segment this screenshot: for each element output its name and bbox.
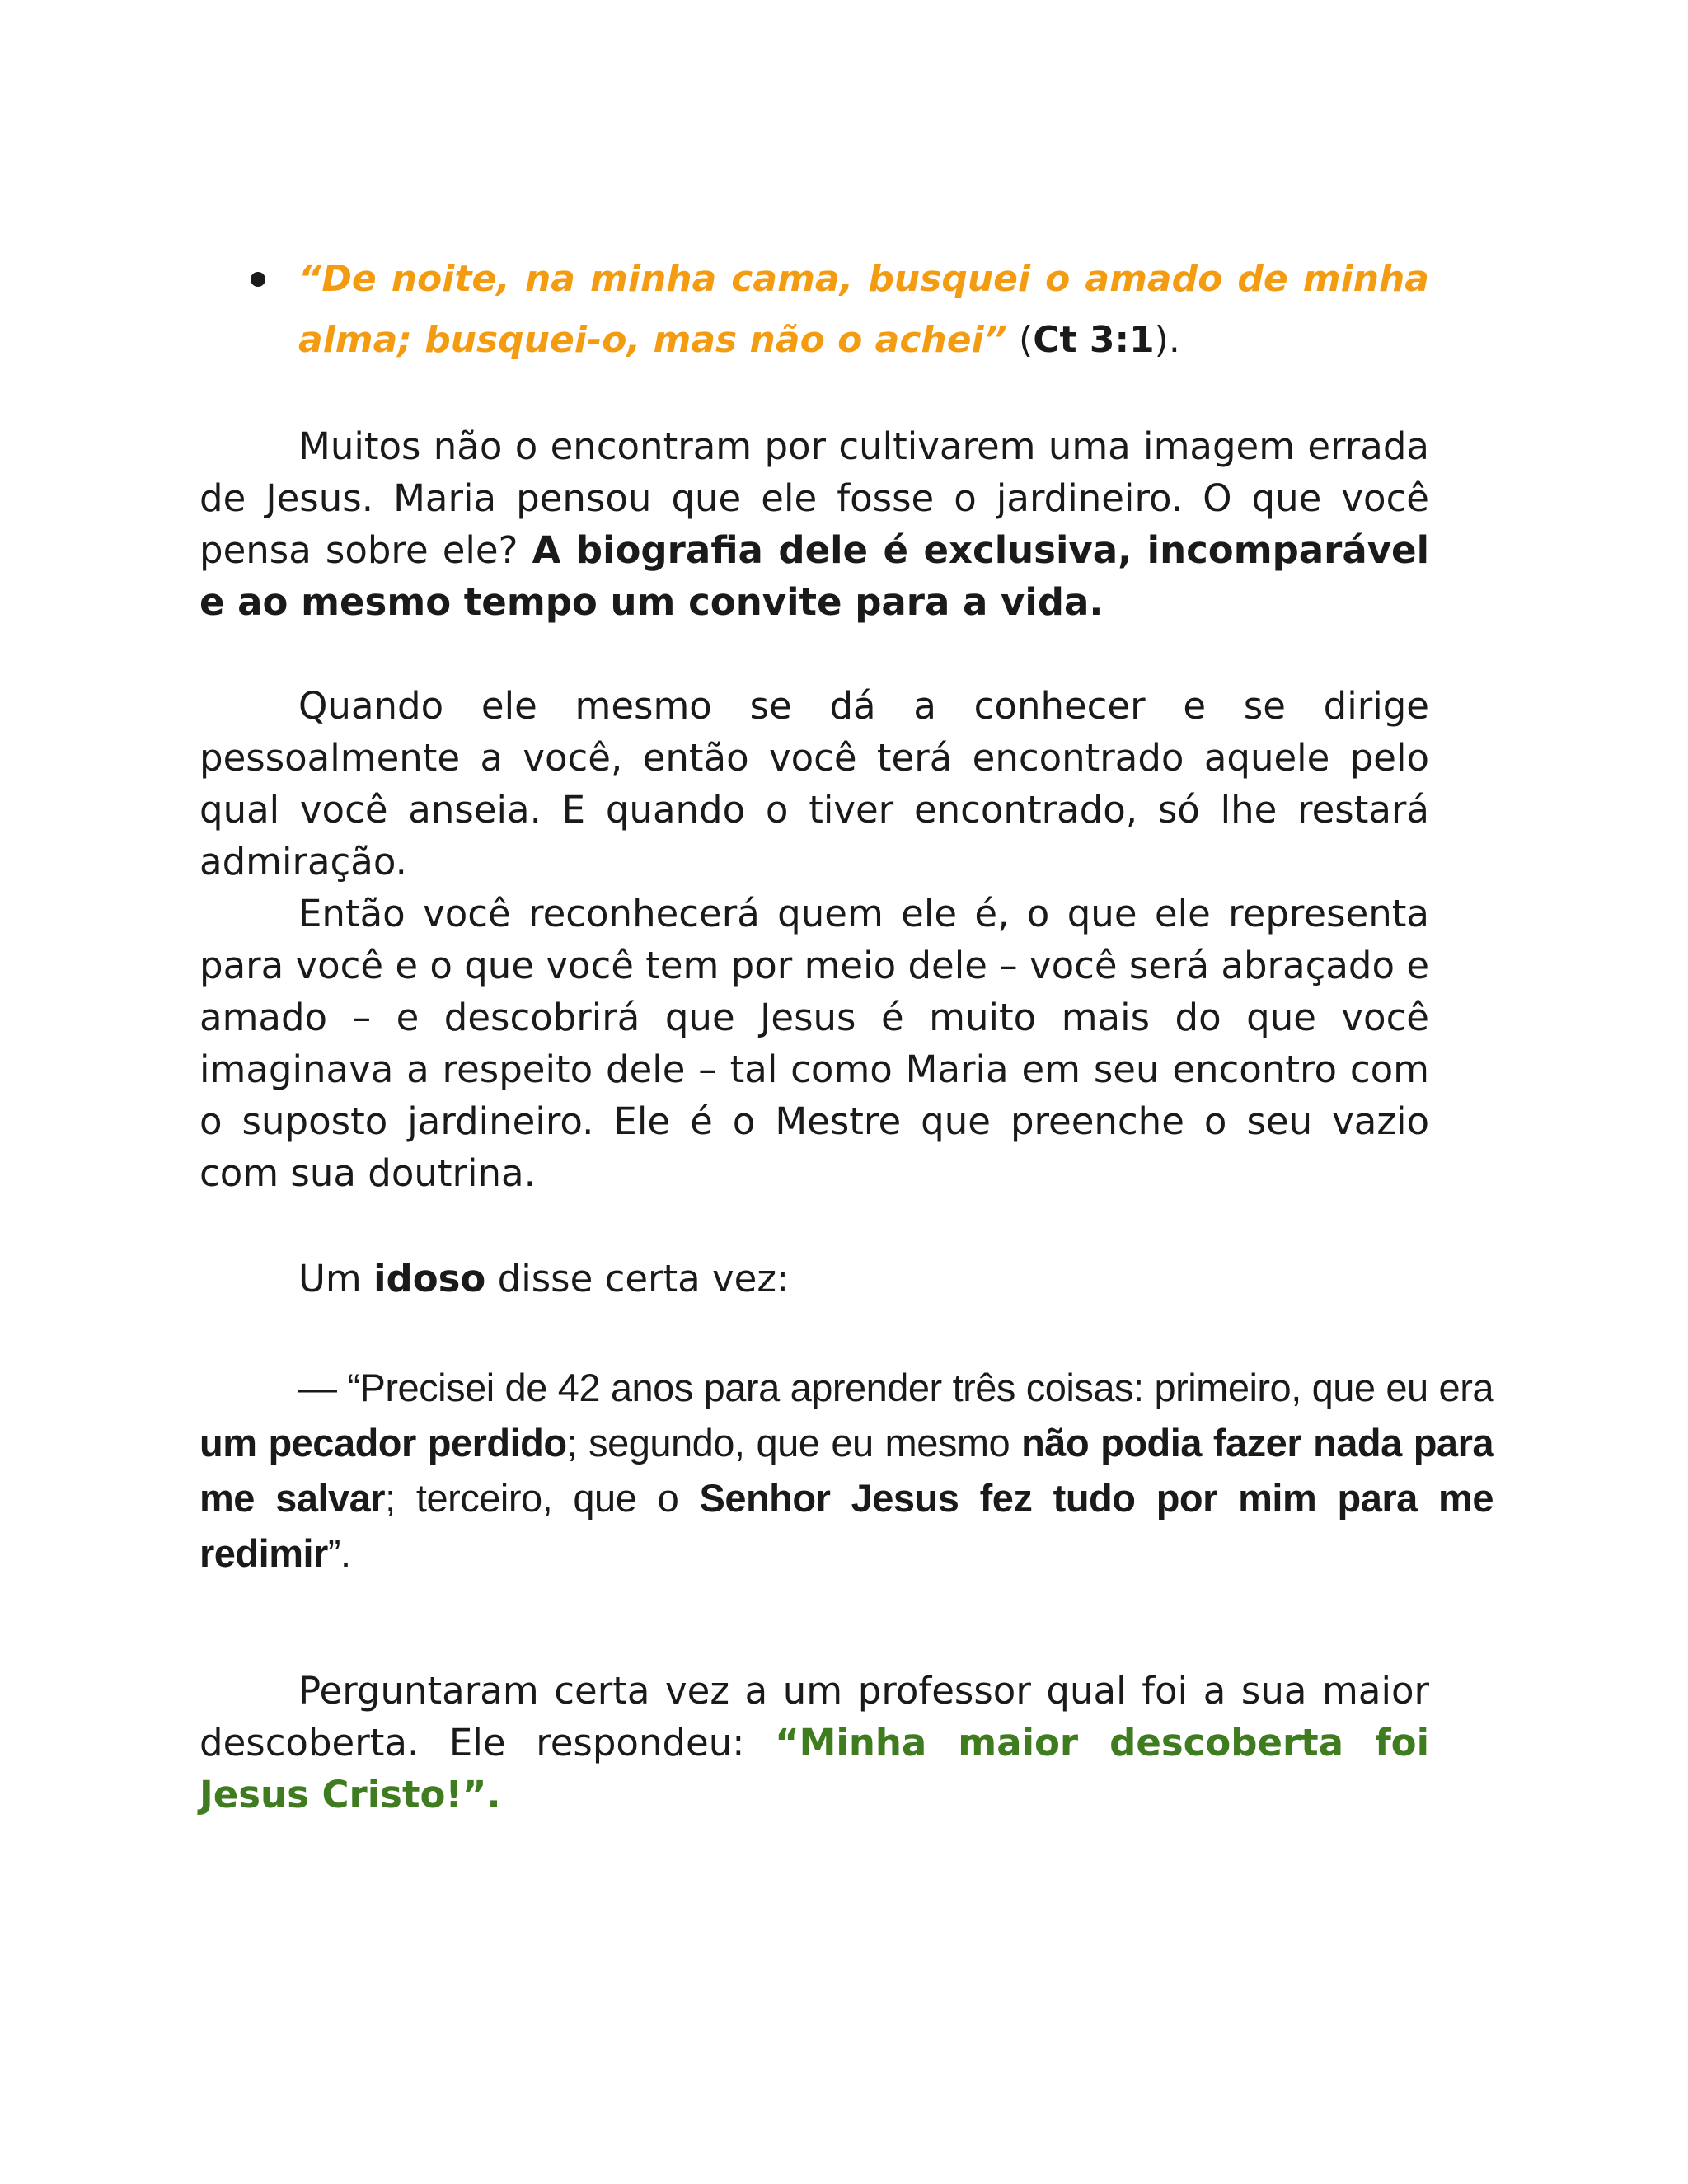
paragraph-2 (199, 680, 1429, 888)
paragraph-3-text: Então você reconhecerá quem ele é, o que ele representa para você e o que você tem por meio dele – você será abraçado e amado – e descobrirá que Jesus é muito mais do que você imaginava a respeito dele – tal como Maria em seu encontro com o suposto jardineiro. Ele é o Mestre que preenche o seu vazio com sua doutrina. (199, 892, 1430, 1195)
elder-quote-b2: não podia fazer nada para me salvar (199, 1421, 1493, 1520)
scripture-quote: “De noite, na minha cama, busquei o amado de minha alma; busquei-o, mas não o achei” (298, 258, 1429, 361)
elder-quote-b3: Senhor Jesus fez tudo por mim para me redimir (199, 1476, 1493, 1575)
elder-quote (199, 1360, 1493, 1581)
elder-quote-t2: ; segundo, que eu mesmo (566, 1421, 1022, 1465)
scripture-reference: Ct 3:1 (1033, 319, 1155, 361)
paragraph-3 (199, 888, 1429, 1199)
paragraph-1 (199, 420, 1429, 628)
paragraph-6 (199, 1665, 1429, 1821)
paragraph-4-pre: Um (298, 1257, 374, 1301)
ref-open: ( (1007, 319, 1034, 361)
ref-close: ). (1154, 319, 1180, 361)
bullet-dot-icon (251, 272, 265, 287)
elder-quote-t4: ”. (327, 1531, 351, 1575)
paragraph-4-bold: idoso (373, 1257, 486, 1301)
paragraph-2-text: Quando ele mesmo se dá a conhecer e se dirige pessoalmente a você, então você terá encontrado aquele pelo qual você anseia. E quando o tiver encontrado, só lhe restará admiração. (199, 684, 1429, 883)
paragraph-1-bold: A biografia dele é exclusiva, incomparável e ao mesmo tempo um convite para a vida. (199, 528, 1429, 624)
elder-quote-t1: — “Precisei de 42 anos para aprender três coisas: primeiro, que eu era (298, 1366, 1493, 1409)
bullet-quote-item (298, 249, 1429, 371)
paragraph-6-text: Perguntaram certa vez a um professor qual foi a sua maior descoberta. Ele respondeu: (199, 1669, 1429, 1765)
paragraph-4 (199, 1253, 1429, 1305)
paragraph-6-green: “Minha maior descoberta foi Jesus Cristo!”. (199, 1721, 1429, 1816)
elder-quote-t3: ; terceiro, que o (385, 1476, 700, 1520)
paragraph-1-text: Muitos não o encontram por cultivarem uma imagem errada de Jesus. Maria pensou que ele fosse o jardineiro. O que você pensa sobre ele? (199, 424, 1429, 572)
elder-quote-b1: um pecador perdido (199, 1421, 567, 1465)
paragraph-4-post: disse certa vez: (485, 1257, 790, 1301)
